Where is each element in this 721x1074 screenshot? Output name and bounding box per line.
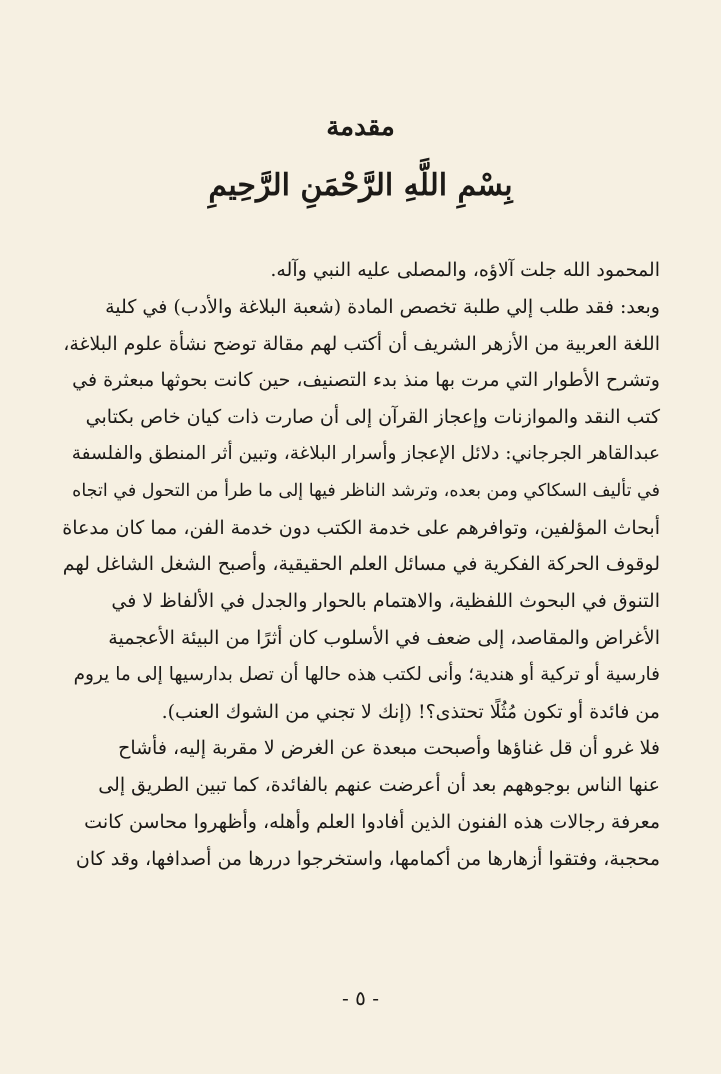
text-line: المحمود الله جلت آلاؤه، والمصلى عليه النبي وآله. [270,259,660,281]
text-line: في تأليف السكاكي ومن بعده، وترشد الناظر فيها إلى ما طرأ من التحول في اتجاه [72,480,660,501]
basmala: بِسْمِ اللَّهِ الرَّحْمَنِ الرَّحِيمِ [208,168,513,203]
page-title: مقدمة [326,112,395,142]
text-line: الأغراض والمقاصد، إلى ضعف في الأسلوب كان أثرًا من البيئة الأعجمية [108,626,660,649]
text-line: التنوق في البحوث اللفظية، والاهتمام بالحوار والجدل في الألفاظ لا في [111,590,660,613]
text-line: أبحاث المؤلفين، وتوافرهم على خدمة الكتب دون خدمة الفن، مما كان مدعاة [62,516,660,539]
text-line: عبدالقاهر الجرجاني: دلائل الإعجاز وأسرار البلاغة، وتبين أثر المنطق والفلسفة [71,442,660,464]
text-line: وتشرح الأطوار التي مرت بها منذ بدء التصنيف، حين كانت بحوثها مبعثرة في [72,369,660,392]
text-line: كتب النقد والموازنات وإعجاز القرآن إلى أن صارت ذات كيان خاص بكتابي [85,406,660,429]
text-line: عنها الناس بوجوههم بعد أن أعرضت عنهم بالفائدة، كما تبين الطريق إلى [98,774,660,797]
text-line: محجبة، وفتقوا أزهارها من أكمامها، واستخرجوا دررها من أصدافها، وقد كان [75,847,660,870]
text-line: وبعد: فقد طلب إلي طلبة تخصص المادة (شعبة البلاغة والأدب) في كلية [105,295,660,318]
text-line: معرفة رجالات هذه الفنون الذين أفادوا العلم وأهله، وأظهروا محاسن كانت [84,810,660,833]
text-line: اللغة العربية من الأزهر الشريف أن أكتب لهم مقالة توضح نشأة علوم البلاغة، [63,332,660,355]
text-line: فارسية أو تركية أو هندية؛ وأنى لكتب هذه حالها أن تصل بدارسيها إلى ما يروم [73,663,660,685]
text-line: فلا غرو أن قل غناؤها وأصبحت مبعدة عن الغرض لا مقربة إليه، فأشاح [118,737,660,760]
page-number: - ٥ - [342,986,379,1010]
body-text [60,252,660,878]
text-line: من فائدة أو تكون مُثُلًا تحتذى؟! (إنك لا تجني من الشوك العنب). [161,700,660,723]
text-line: لوقوف الحركة الفكرية في مسائل العلم الحقيقية، وأصبح الشغل الشاغل لهم [62,553,660,576]
